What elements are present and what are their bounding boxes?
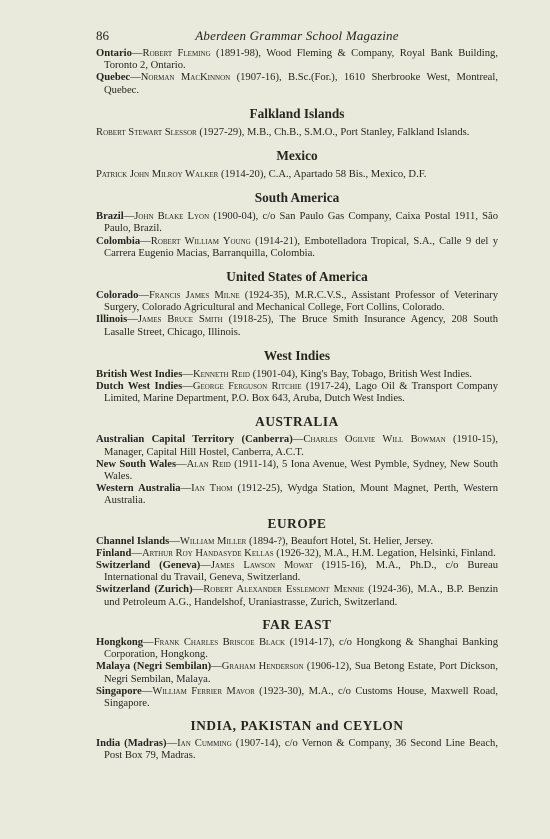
directory-entry: Illinois—James Bruce Smith (1918-25), The Bruce Smith Insurance Agency, 208 South Lasalle Street, Chicago, Illinois. bbox=[96, 314, 498, 338]
section bbox=[96, 617, 498, 710]
entry-detail: (1926-32), M.A., H.M. Legation, Helsinki, Finland. bbox=[273, 547, 496, 559]
page-number: 86 bbox=[96, 28, 109, 43]
directory-entry: Quebec—Norman MacKinnon (1907-16), B.Sc.(For.), 1610 Sherbrooke West, Montreal, Quebec. bbox=[96, 72, 498, 96]
entry-name: Robert Alexander Esslemont Mennie bbox=[203, 584, 365, 596]
entry-region: Brazil bbox=[96, 211, 124, 223]
entry-region: Switzerland (Geneva) bbox=[96, 560, 201, 572]
entry-name: Ian Cumming bbox=[177, 738, 232, 750]
page-body bbox=[96, 48, 498, 763]
directory-entry: Colorado—Francis James Milne (1924-35), M.R.C.V.S., Assistant Professor of Veterinary Surgery, Colorado Agricultural and Mechanical College, Fort Collins, Colorado. bbox=[96, 290, 498, 314]
entry-name: Kenneth Reid bbox=[192, 368, 250, 380]
directory-entry: Switzerland (Zurich)—Robert Alexander Esslemont Mennie (1924-36), M.A., B.P. Benzin und Petroleum A.G., Handelshof, Uraniastrasse, Zurich, Switzerland. bbox=[96, 584, 498, 608]
entry-name: James Lawson Mowat bbox=[210, 560, 313, 572]
directory-entry: Brazil—John Blake Lyon (1900-04), c/o San Paulo Gas Company, Caixa Postal 1911, São Paulo, Brazil. bbox=[96, 211, 498, 235]
entry-region: Colombia bbox=[96, 235, 141, 247]
entry-region: Hongkong bbox=[96, 636, 144, 648]
entry-name: Patrick John Milroy Walker bbox=[96, 169, 219, 181]
entry-detail: (1924-35), M.R.C.V.S., Assistant Professor of Veterinary Surgery, Colorado Agricultural and Mechanical College, Fort Collins, Colorado. bbox=[104, 290, 498, 314]
entry-detail: (1901-04), King's Bay, Tobago, British West Indies. bbox=[249, 368, 472, 380]
section bbox=[96, 414, 498, 507]
entry-name: William Ferrier Mavor bbox=[152, 685, 255, 697]
entry-region: Colorado bbox=[96, 290, 139, 302]
entry-region: Ontario bbox=[96, 48, 132, 59]
entry-detail: (1891-98), Wood Fleming & Company, Royal Bank Building, Toronto 2, Ontario. bbox=[104, 48, 498, 72]
page-header bbox=[96, 28, 498, 48]
entry-detail: (1915-16), M.A., Ph.D., c/o Bureau International du Travail, Geneva, Switzerland. bbox=[104, 560, 498, 584]
entry-name: James Bruce Smith bbox=[137, 314, 223, 326]
section bbox=[96, 48, 498, 97]
entry-region: British West Indies bbox=[96, 368, 183, 380]
directory-entry: Finland—Arthur Roy Handasyde Kellas (1926-32), M.A., H.M. Legation, Helsinki, Finland. bbox=[96, 547, 496, 559]
running-title: Aberdeen Grammar School Magazine bbox=[195, 28, 399, 43]
section bbox=[96, 148, 498, 181]
directory-entry: Australian Capital Territory (Canberra)—Charles Ogilvie Will Bowman (1910-15), Manager, Capital Hill Hostel, Canberra, A.C.T. bbox=[96, 434, 498, 458]
directory-entry bbox=[96, 127, 498, 139]
section bbox=[96, 348, 498, 406]
entry-region: Dutch West Indies bbox=[96, 381, 183, 393]
directory-entry: Channel Islands—William Miller (1894-?), Beaufort Hotel, St. Helier, Jersey. bbox=[96, 535, 434, 547]
entry-region: India (Madras) bbox=[96, 738, 167, 750]
section bbox=[96, 190, 498, 260]
entry-detail: (1914-20), C.A., Apartado 58 Bis., Mexico, D.F. bbox=[218, 169, 427, 181]
directory-entry: British West Indies—Kenneth Reid (1901-04), King's Bay, Tobago, British West Indies. bbox=[96, 368, 472, 380]
entry-name: Robert William Young bbox=[150, 235, 251, 247]
entry-detail: (1924-36), M.A., B.P. Benzin und Petroleum A.G., Handelshof, Uraniastrasse, Zurich, Switzerland. bbox=[104, 584, 498, 608]
entry-name: Robert Fleming bbox=[142, 48, 211, 59]
directory-entry bbox=[96, 169, 498, 181]
section bbox=[96, 718, 498, 762]
directory-entry: Singapore—William Ferrier Mavor (1923-30), M.A., c/o Customs House, Maxwell Road, Singapore. bbox=[96, 685, 498, 709]
section bbox=[96, 106, 498, 139]
entry-name: John Blake Lyon bbox=[134, 211, 210, 223]
directory-entry: Colombia—Robert William Young (1914-21), Embotelladora Tropical, S.A., Calle 9 del y Carrera Eugenio Macias, Barranquilla, Colombia. bbox=[96, 235, 498, 259]
entry-region: Channel Islands bbox=[96, 535, 170, 547]
section-heading: West Indies bbox=[263, 347, 331, 363]
entry-region: Australian Capital Territory (Canberra) bbox=[96, 434, 293, 446]
entry-region: Switzerland (Zurich) bbox=[96, 584, 193, 596]
entry-name: Charles Ogilvie Will Bowman bbox=[303, 434, 446, 446]
entry-detail: (1918-25), The Bruce Smith Insurance Agency, 208 South Lasalle Street, Chicago, Illinois. bbox=[104, 314, 498, 338]
entry-detail: (1910-15), Manager, Capital Hill Hostel, Canberra, A.C.T. bbox=[104, 434, 498, 458]
entry-name: Graham Henderson bbox=[221, 661, 304, 673]
section-heading: EUROPE bbox=[267, 515, 327, 531]
entry-detail: (1911-14), 5 Iona Avenue, West Pymble, Sydney, New South Wales. bbox=[104, 458, 498, 483]
entry-region: Western Australia bbox=[96, 483, 181, 495]
entry-detail: (1914-17), c/o Hongkong & Shanghai Banking Corporation, Hongkong. bbox=[104, 636, 499, 661]
directory-entry: Hongkong—Frank Charles Briscoe Black (1914-17), c/o Hongkong & Shanghai Banking Corporation, Hongkong. bbox=[96, 636, 499, 661]
entry-detail: (1912-25), Wydga Station, Mount Magnet, Perth, Western Australia. bbox=[104, 483, 498, 507]
section-heading: Mexico bbox=[276, 148, 318, 164]
directory-entry: Ontario—Robert Fleming (1891-98), Wood Fleming & Company, Royal Bank Building, Toronto 2, Ontario. bbox=[96, 48, 498, 72]
directory-entry: New South Wales—Alan Reid (1911-14), 5 Iona Avenue, West Pymble, Sydney, New South Wales. bbox=[96, 458, 498, 483]
section-heading: Falkland Islands bbox=[249, 105, 345, 121]
entry-region: Malaya (Negri Sembilan) bbox=[96, 661, 212, 673]
section-heading: South America bbox=[254, 190, 340, 206]
entry-name: William Miller bbox=[179, 535, 247, 547]
directory-entry: India (Madras)—Ian Cumming (1907-14), c/o Vernon & Company, 36 Second Line Beach, Post Box 79, Madras. bbox=[96, 738, 498, 762]
entry-name: Arthur Roy Handasyde Kellas bbox=[141, 547, 274, 559]
entry-region: New South Wales bbox=[96, 458, 177, 470]
entry-detail: (1907-14), c/o Vernon & Company, 36 Second Line Beach, Post Box 79, Madras. bbox=[104, 738, 498, 762]
entry-name: Ian Thom bbox=[191, 483, 233, 495]
section-heading: FAR EAST bbox=[262, 616, 332, 632]
entry-region: Singapore bbox=[96, 685, 142, 697]
section-heading: AUSTRALIA bbox=[255, 414, 339, 430]
entry-region: Illinois bbox=[96, 314, 128, 326]
entry-detail: (1907-16), B.Sc.(For.), 1610 Sherbrooke West, Montreal, Quebec. bbox=[104, 72, 498, 96]
entry-name: Norman MacKinnon bbox=[140, 72, 231, 84]
entry-detail: (1894-?), Beaufort Hotel, St. Helier, Jersey. bbox=[246, 535, 434, 547]
section bbox=[96, 269, 498, 339]
section-heading: United States of America bbox=[226, 269, 368, 285]
directory-entry: Switzerland (Geneva)—James Lawson Mowat (1915-16), M.A., Ph.D., c/o Bureau International du Travail, Geneva, Switzerland. bbox=[96, 560, 498, 584]
directory-entry: Malaya (Negri Sembilan)—Graham Henderson (1906-12), Sua Betong Estate, Port Dickson, Negri Sembilan, Malaya. bbox=[96, 661, 499, 685]
section-heading: INDIA, PAKISTAN and CEYLON bbox=[190, 718, 404, 734]
section bbox=[96, 516, 498, 609]
entry-region: Quebec bbox=[96, 72, 131, 84]
entry-name: Robert Stewart Slessor bbox=[96, 126, 197, 138]
entry-name: Alan Reid bbox=[186, 458, 231, 470]
entry-name: Frank Charles Briscoe Black bbox=[153, 636, 286, 648]
entry-detail: (1923-30), M.A., c/o Customs House, Maxwell Road, Singapore. bbox=[104, 685, 498, 709]
entry-region: Finland bbox=[96, 547, 132, 559]
directory-entry: Dutch West Indies—George Ferguson Ritchie (1917-24), Lago Oil & Transport Company Limited, Marine Department, P.O. Box 643, Aruba, Dutch West Indies. bbox=[96, 381, 499, 405]
entry-detail: (1906-12), Sua Betong Estate, Port Dickson, Negri Sembilan, Malaya. bbox=[104, 661, 499, 685]
entry-detail: (1900-04), c/o San Paulo Gas Company, Caixa Postal 1911, São Paulo, Brazil. bbox=[104, 211, 498, 235]
entry-name: George Ferguson Ritchie bbox=[192, 381, 302, 393]
entry-detail: (1917-24), Lago Oil & Transport Company Limited, Marine Department, P.O. Box 643, Aruba, Dutch West Indies. bbox=[104, 381, 499, 405]
entry-detail: (1914-21), Embotelladora Tropical, S.A., Calle 9 del y Carrera Eugenio Macias, Barranquilla, Colombia. bbox=[104, 235, 498, 259]
entry-name: Francis James Milne bbox=[148, 290, 240, 302]
entry-detail: (1927-29), M.B., Ch.B., S.M.O., Port Stanley, Falkland Islands. bbox=[196, 126, 470, 138]
directory-entry: Western Australia—Ian Thom (1912-25), Wydga Station, Mount Magnet, Perth, Western Australia. bbox=[96, 483, 498, 507]
